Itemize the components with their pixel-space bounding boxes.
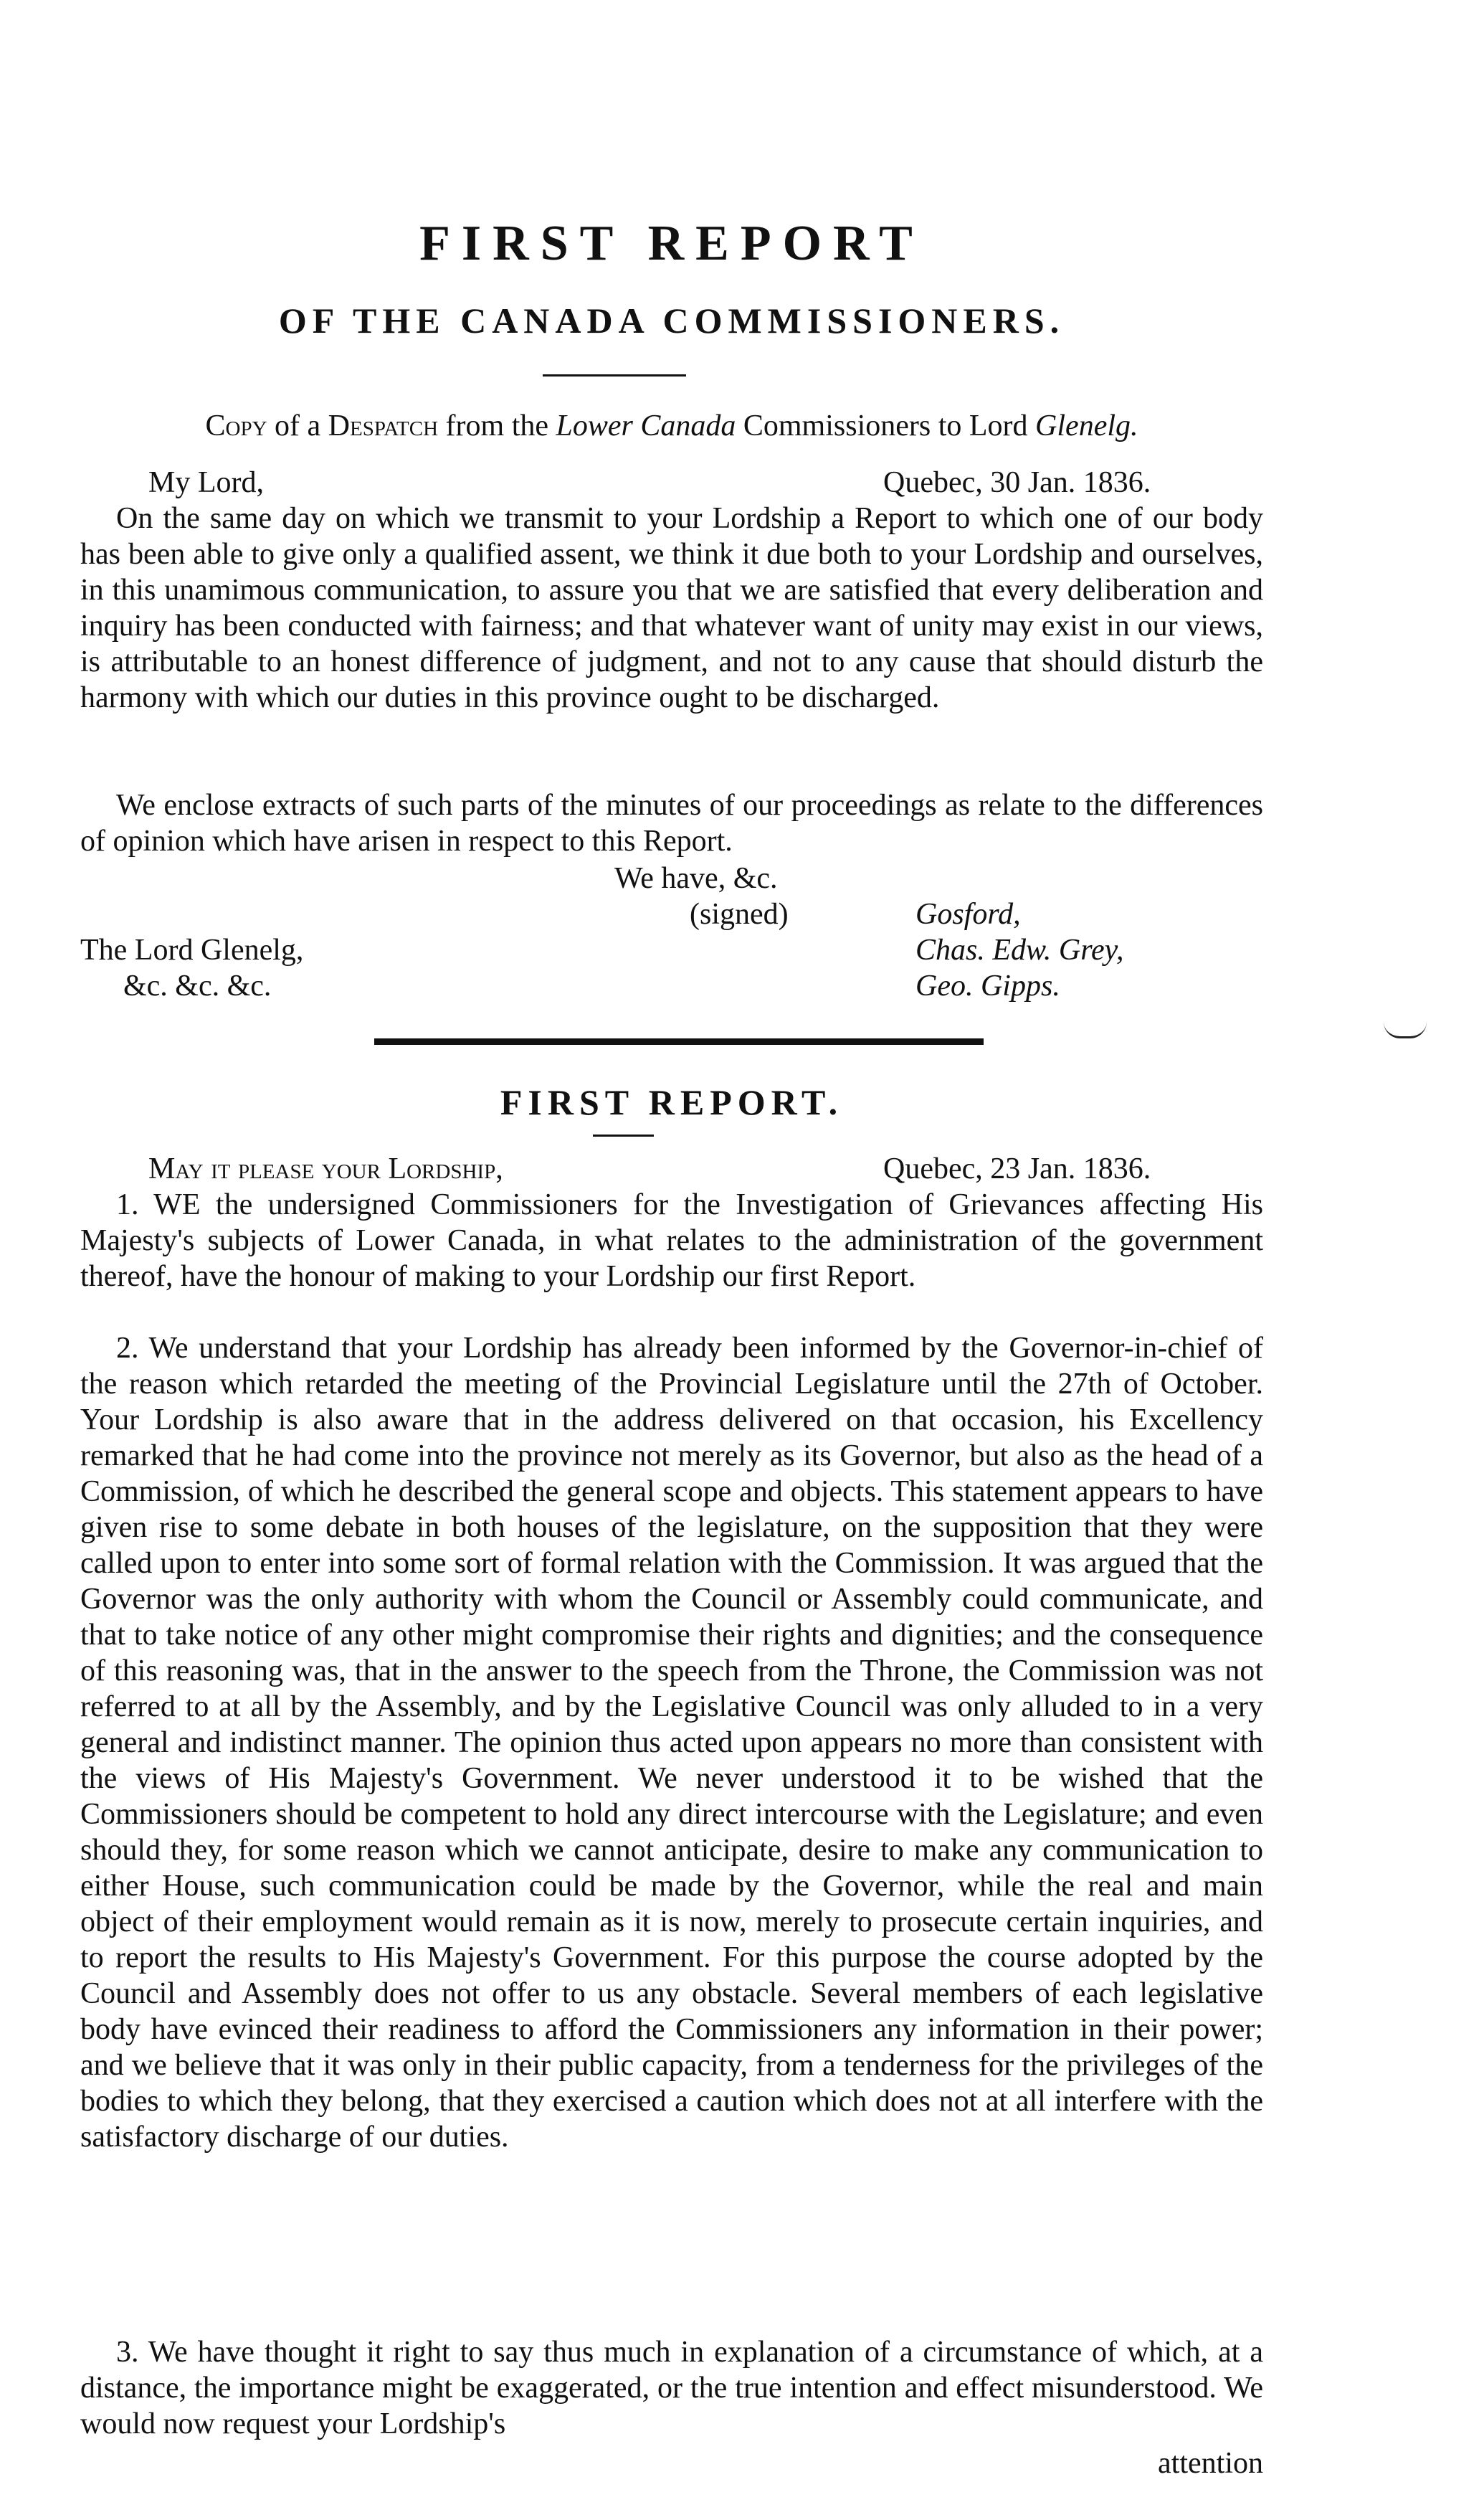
catchword: attention [1158,2447,1263,2480]
despatch-heading-of-a: of a [275,409,321,442]
signatory-2: Chas. Edw. Grey, [915,934,1124,967]
despatch-closing: We have, &c. [614,862,778,895]
despatch-heading-name: Glenelg. [1035,409,1138,442]
signatory-1: Gosford, [915,898,1021,931]
despatch-heading-from: from the [445,409,548,442]
report-paragraph-2: 2. We understand that your Lordship has already been informed by the Governor-in-chief of the reason which retarded the meeting of the Provincial Legislature until the 27th of October. Your Lordship is also aware that in the address delivered on that occasion, his Excellency remarked that he had come into the province not merely as its Governor, but also as the head of a Commission, of which he described the general scope and objects. This statement appears to have given rise to some debate in both houses of the legislature, on the supposition that they were called upon to enter into some sort of formal relation with the Commission. It was argued that the Governor was the only authority with whom the Council or Assembly could communicate, and that to take notice of any other might compromise their rights and dignities; and the consequence of this reasoning was, that in the answer to the speech from the Throne, the Commission was not referred to at all by the Assembly, and by the Legislative Council was only alluded to in a very general and indistinct manner. The opinion thus acted upon appears no more than consistent with the views of His Majesty's Government. We never understood it to be wished that the Commissioners should be competent to hold any direct intercourse with the Legislature; and even should they, for some reason which we cannot anticipate, desire to make any communication to either House, such communication could be made by the Governor, while the real and main object of their employment would remain as it is now, merely to prosecute certain inquiries, and to report the results to His Majesty's Government. For this purpose the course adopted by the Council and Assembly does not offer to us any obstacle. Several members of each legislative body have evinced their readiness to afford the Commissioners any information in their power; and we believe that it was only in their public capacity, from a tenderness for the privileges of the bodies to which they belong, that they exercised a caution which does not at all interfere with the satisfactory discharge of our duties. [80,1332,1263,2154]
title-rule [543,374,686,376]
despatch-signed: (signed) [690,898,789,931]
report-title-rule [593,1135,654,1137]
despatch-heading-despatch: Despatch [328,409,439,442]
despatch-heading-copy: Copy [205,409,267,442]
despatch-paragraph-1: On the same day on which we transmit to your Lordship a Report to which one of our body has been able to give only a qualified assent, we think it due both to your Lordship and ourselves, in this unamimous communication, to assure you that we are satisfied that every deliberation and inquiry has been conducted with fairness; and that whatever want of unity may exist in our views, is attributable to an honest difference of judgment, and not to any cause that should disturb the harmony with which our duties in this province ought to be discharged. [80,502,1263,714]
report-title: FIRST REPORT. [500,1082,844,1122]
report-salutation: May it please your Lordship, [148,1152,503,1185]
report-paragraph-1: 1. WE the undersigned Commissioners for the Investigation of Grievances affecting His Majesty's subjects of Lower Canada, in what relates to the administration of the government thereof, have the honour of making to your Lordship our first Report. [80,1188,1263,1293]
despatch-place-date: Quebec, 30 Jan. 1836. [883,466,1151,499]
report-place-date: Quebec, 23 Jan. 1836. [883,1152,1151,1185]
report-paragraph-3: 3. We have thought it right to say thus much in explanation of a circumstance of which, at a distance, the importance might be exaggerated, or the true intention and effect misunderstood. We would now request your Lordship's [80,2336,1263,2440]
page-subtitle: OF THE CANADA COMMISSIONERS. [278,300,1065,341]
text-column [80,0,1263,2515]
section-divider-rule [374,1038,984,1045]
despatch-heading [80,409,1263,443]
addressee-line-1: The Lord Glenelg, [80,934,304,967]
despatch-heading-place: Lower Canada [556,409,736,442]
despatch-paragraph-2: We enclose extracts of such parts of the minutes of our proceedings as relate to the differences of opinion which have arisen in respect to this Report. [80,789,1263,858]
despatch-salutation: My Lord, [148,466,264,499]
addressee-line-2: &c. &c. &c. [123,970,272,1003]
signatory-3: Geo. Gipps. [915,970,1060,1003]
page-title: FIRST REPORT [419,216,924,271]
margin-mark [1384,1022,1427,1038]
despatch-heading-rest: Commissioners to Lord [743,409,1028,442]
